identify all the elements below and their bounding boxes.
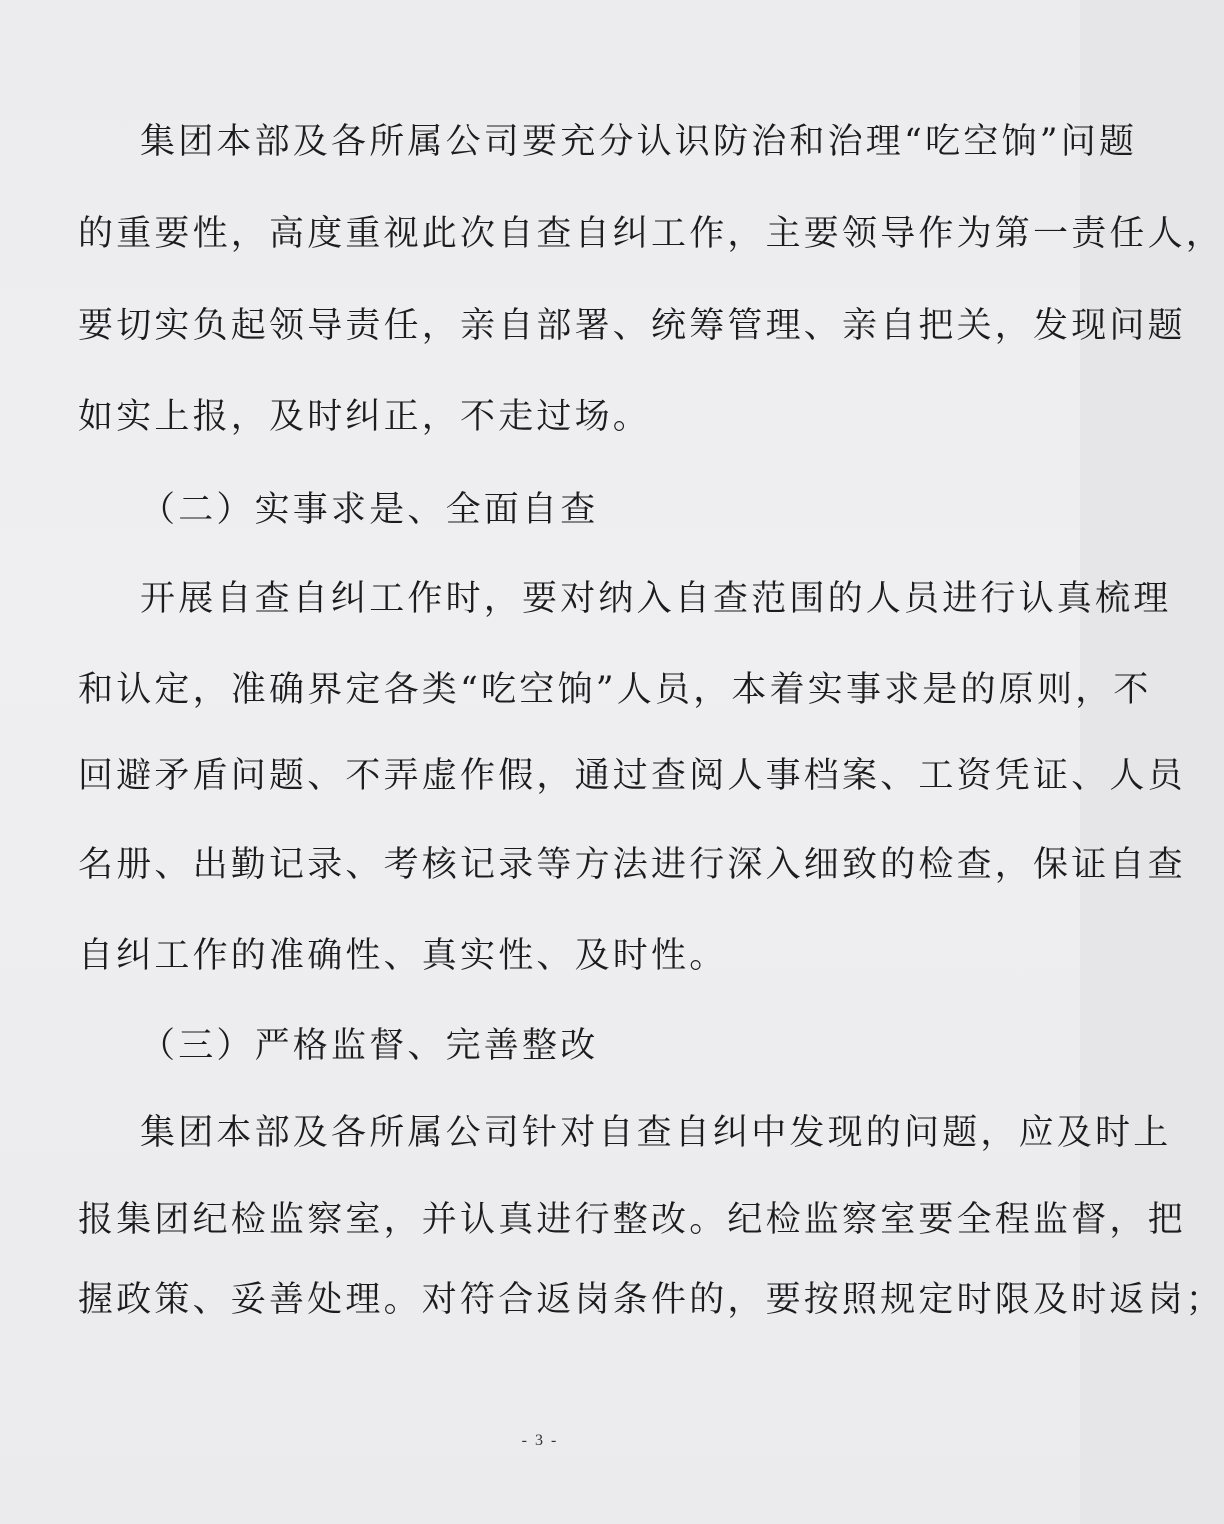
section-2-line-1: 开展自查自纠工作时，要对纳入自查范围的人员进行认真梳理 bbox=[140, 579, 1172, 619]
section-3-heading: （三）严格监督、完善整改 bbox=[140, 1026, 599, 1066]
section-3-line-1: 集团本部及各所属公司针对自查自纠中发现的问题，应及时上 bbox=[140, 1113, 1172, 1153]
section-2-line-4: 名册、出勤记录、考核记录等方法进行深入细致的检查，保证自查 bbox=[78, 845, 1186, 885]
paragraph-1-line-4: 如实上报，及时纠正，不走过场。 bbox=[78, 397, 652, 437]
page-number: - 3 - bbox=[521, 1432, 559, 1449]
section-2-line-3: 回避矛盾问题、不弄虚作假，通过查阅人事档案、工资凭证、人员 bbox=[78, 756, 1186, 796]
paragraph-1-line-2: 的重要性，高度重视此次自查自纠工作，主要领导作为第一责任人， bbox=[78, 214, 1224, 254]
section-3-line-3: 握政策、妥善处理。对符合返岗条件的，要按照规定时限及时返岗； bbox=[78, 1280, 1224, 1320]
paragraph-1-line-1: 集团本部及各所属公司要充分认识防治和治理“吃空饷”问题 bbox=[140, 122, 1138, 162]
section-2-heading: （二）实事求是、全面自查 bbox=[140, 490, 599, 530]
section-2-line-2: 和认定，准确界定各类“吃空饷”人员，本着实事求是的原则，不 bbox=[78, 670, 1152, 710]
paragraph-1-line-3: 要切实负起领导责任，亲自部署、统筹管理、亲自把关，发现问题 bbox=[78, 306, 1186, 346]
section-2-line-5: 自纠工作的准确性、真实性、及时性。 bbox=[78, 936, 728, 976]
section-3-line-2: 报集团纪检监察室，并认真进行整改。纪检监察室要全程监督，把 bbox=[78, 1200, 1186, 1240]
